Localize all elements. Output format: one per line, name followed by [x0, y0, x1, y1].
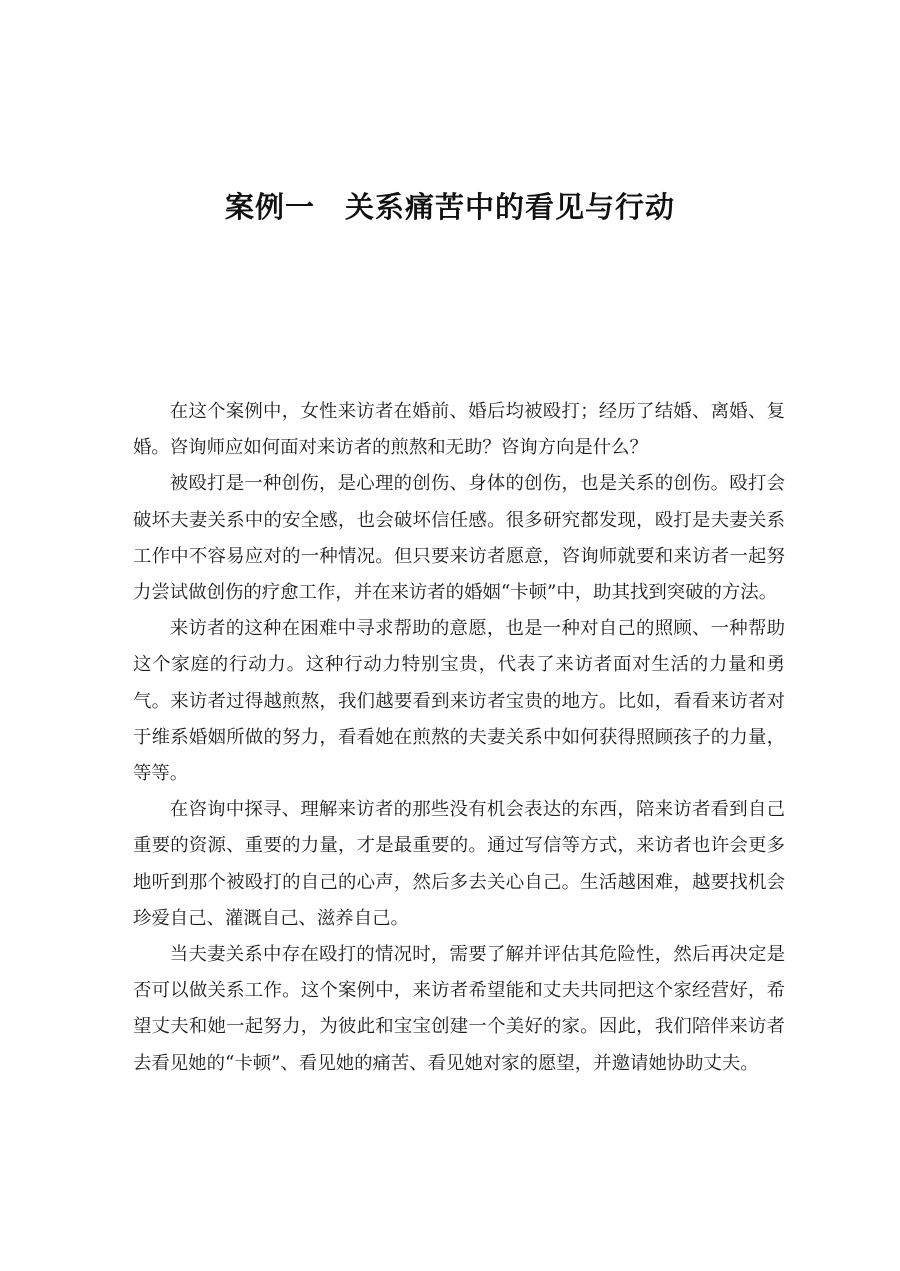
paragraph-1: 在这个案例中，女性来访者在婚前、婚后均被殴打；经历了结婚、离婚、复婚。咨询师应如何面对来访者的煎熬和无助？咨询方向是什么？	[133, 401, 785, 459]
paragraph-2: 被殴打是一种创伤，是心理的创伤、身体的创伤，也是关系的创伤。殴打会破坏夫妻关系中的安全感，也会破坏信任感。很多研究都发现，殴打是夫妻关系工作中不容易应对的一种情况。但只要来访者愿意，咨询师就要和来访者一起努力尝试做创伤的疗愈工作，并在来访者的婚姻“卡顿”中，助其找到突破的方法。	[133, 473, 785, 604]
paragraph-4: 在咨询中探寻、理解来访者的那些没有机会表达的东西，陪来访者看到自己重要的资源、重要的力量，才是最重要的。通过写信等方式，来访者也许会更多地听到那个被殴打的自己的心声，然后多去关心自己。生活越困难，越要找机会珍爱自己、灌溉自己、滋养自己。	[133, 799, 785, 929]
body-text	[133, 394, 785, 1082]
case-heading: 关系痛苦中的看见与行动	[345, 190, 676, 225]
paragraph-3: 来访者的这种在困难中寻求帮助的意愿，也是一种对自己的照顾、一种帮助这个家庭的行动力。这种行动力特别宝贵，代表了来访者面对生活的力量和勇气。来访者过得越煎熬，我们越要看到来访者宝贵的地方。比如，看看来访者对于维系婚姻所做的努力，看看她在煎熬的夫妻关系中如何获得照顾孩子的力量，等等。	[133, 618, 785, 785]
chapter-title	[0, 185, 900, 229]
paragraph-5: 当夫妻关系中存在殴打的情况时，需要了解并评估其危险性，然后再决定是否可以做关系工作。这个案例中，来访者希望能和丈夫共同把这个家经营好，希望丈夫和她一起努力，为彼此和宝宝创建一个美好的家。因此，我们陪伴来访者去看见她的“卡顿”、看见她的痛苦、看见她对家的愿望，并邀请她协助丈夫。	[133, 944, 785, 1074]
case-label: 案例一	[224, 190, 315, 225]
